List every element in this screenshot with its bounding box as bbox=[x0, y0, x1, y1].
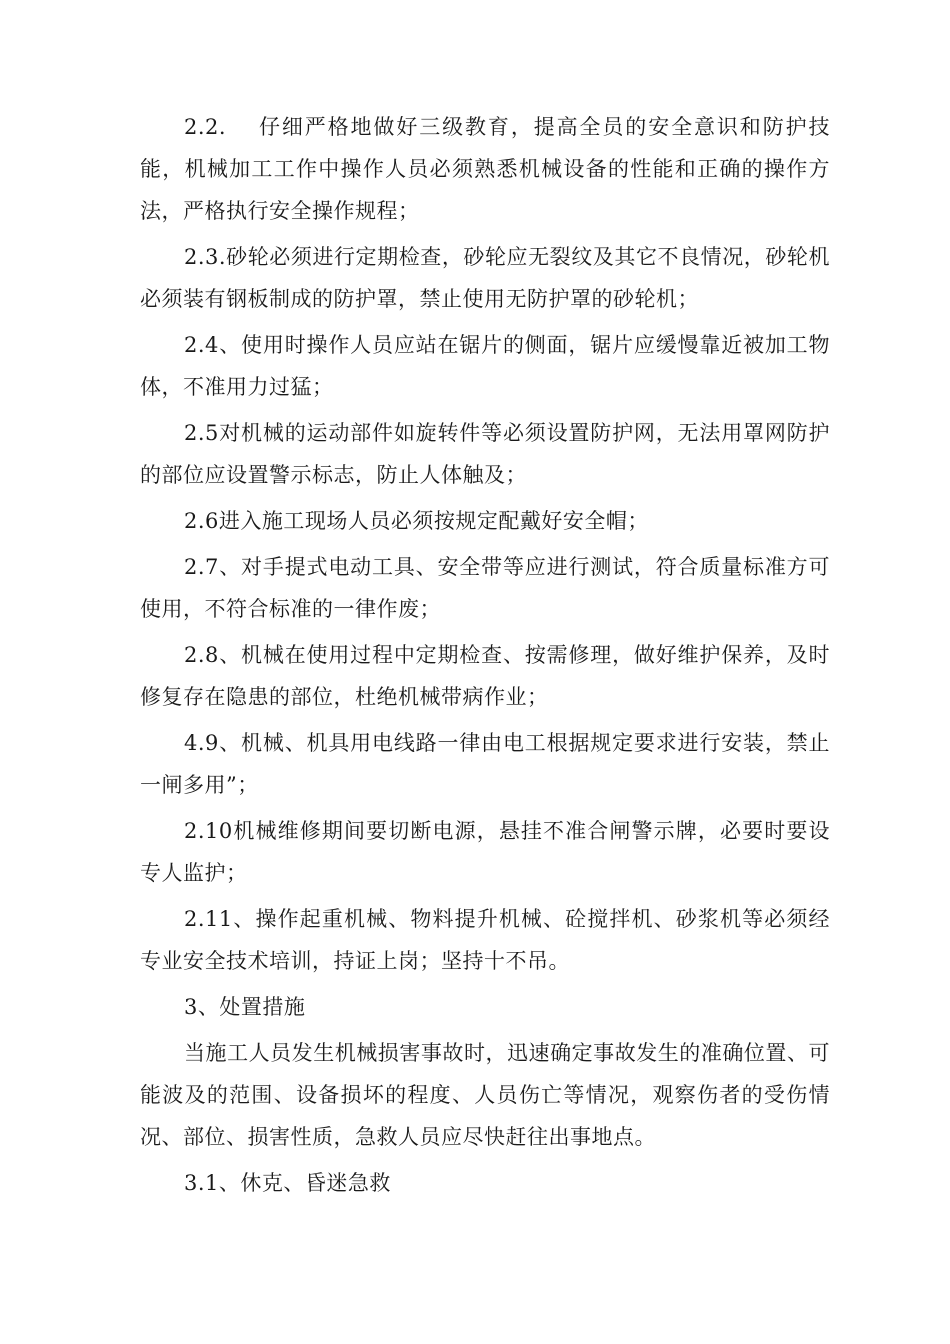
paragraph-2-8: 2.8、机械在使用过程中定期检查、按需修理，做好维护保养，及时修复存在隐患的部位，杜绝机械带病作业； bbox=[140, 643, 830, 709]
paragraph-2-11: 2.11、操作起重机械、物料提升机械、砼搅拌机、砂浆机等必须经专业安全技术培训，持证上岗；坚持十不吊。 bbox=[140, 907, 830, 973]
paragraph-4-9: 4.9、机械、机具用电线路一律由电工根据规定要求进行安装，禁止一闸多用”； bbox=[140, 731, 830, 797]
paragraph-2-6: 2.6进入施工现场人员必须按规定配戴好安全帽； bbox=[184, 509, 649, 533]
section-3-body: 当施工人员发生机械损害事故时，迅速确定事故发生的准确位置、可能波及的范围、设备损坏的程度、人员伤亡等情况，观察伤者的受伤情况、部位、损害性质，急救人员应尽快赶往出事地点。 bbox=[140, 1041, 830, 1149]
paragraph-2-2: 2.2. 仔细严格地做好三级教育，提高全员的安全意识和防护技能，机械加工工作中操作人员必须熟悉机械设备的性能和正确的操作方法，严格执行安全操作规程； bbox=[140, 115, 830, 223]
document-body bbox=[140, 106, 830, 1208]
section-3-heading: 3、处置措施 bbox=[184, 995, 306, 1019]
paragraph-2-4: 2.4、使用时操作人员应站在锯片的侧面，锯片应缓慢靠近被加工物体，不准用力过猛； bbox=[140, 333, 830, 399]
paragraph-2-10: 2.10机械维修期间要切断电源，悬挂不准合闸警示牌，必要时要设专人监护； bbox=[140, 819, 830, 885]
section-3-1-heading: 3.1、休克、昏迷急救 bbox=[184, 1171, 391, 1195]
paragraph-2-3: 2.3.砂轮必须进行定期检查，砂轮应无裂纹及其它不良情况，砂轮机必须装有钢板制成的防护罩，禁止使用无防护罩的砂轮机； bbox=[140, 245, 830, 311]
paragraph-2-7: 2.7、对手提式电动工具、安全带等应进行测试，符合质量标准方可使用，不符合标准的一律作废； bbox=[140, 555, 830, 621]
paragraph-2-5: 2.5对机械的运动部件如旋转件等必须设置防护网，无法用罩网防护的部位应设置警示标志，防止人体触及； bbox=[140, 421, 830, 487]
